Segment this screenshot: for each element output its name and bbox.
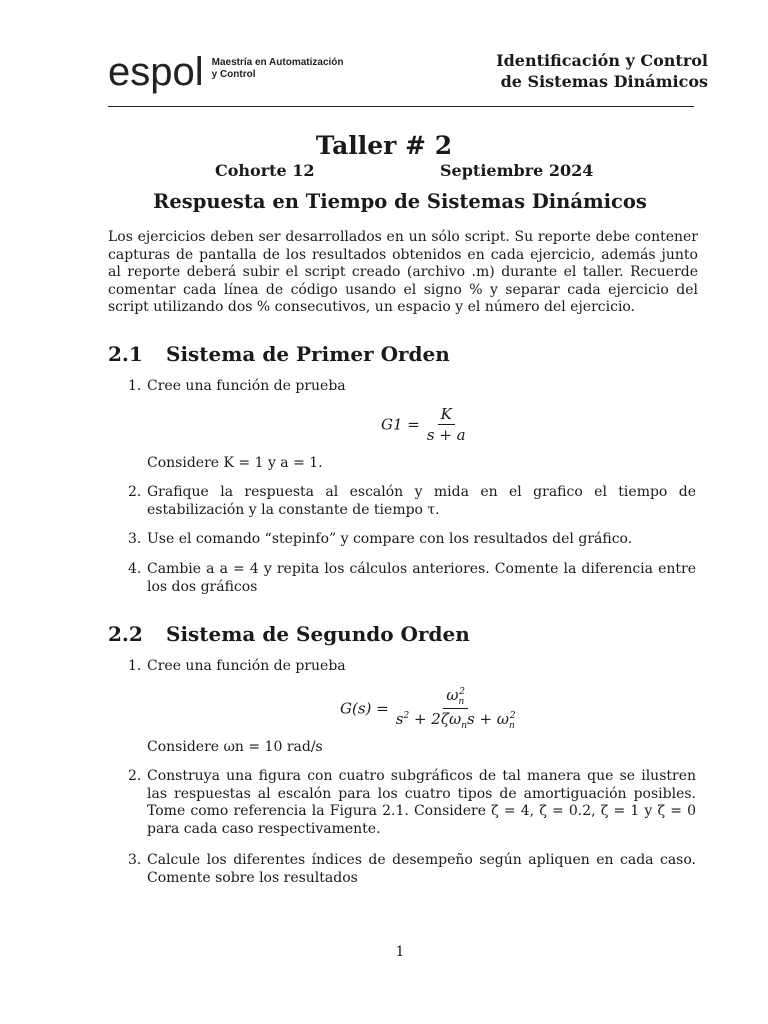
consider-note: Considere ωn = 10 rad/s — [147, 739, 323, 755]
list-item: 2. Construya una figura con cuatro subgráficos de tal manera que se ilustren las respuestas al escalón para los cuatro tipos de amortiguación posibles. Tome como referencia la Figura 2.1. Considere ζ = 4, ζ = 0.2, ζ = 1 y ζ = 0 para cada caso respectivamente. — [128, 768, 696, 837]
equation-numerator: K — [438, 405, 455, 425]
course-title-line2: de Sistemas Dinámicos — [500, 72, 708, 91]
page-number: 1 — [395, 944, 405, 960]
equation-numerator: $\omega_n^2$ — [443, 686, 468, 709]
list-item: 2. Grafique la respuesta al escalón y mida en el grafico el tiempo de estabilización y la constante de tiempo τ. — [128, 484, 696, 518]
section-number: 2.2 — [108, 622, 143, 646]
equation-denominator: $s^2 + 2\zeta\omega_ns + \omega_n^2$ — [395, 710, 516, 731]
date-label: Septiembre 2024 — [440, 161, 594, 180]
logo-wordmark: espol — [108, 50, 204, 94]
list-item: 1. Cree una función de prueba — [128, 378, 346, 394]
cohorte-label: Cohorte 12 — [215, 161, 315, 180]
list-item: 3. Calcule los diferentes índices de desempeño según apliquen en cada caso. Comente sobre los resultados — [128, 852, 696, 886]
espol-logo — [108, 52, 344, 92]
section-heading-2-2 — [108, 622, 470, 646]
list-item: 1. Cree una función de prueba — [128, 658, 346, 674]
course-title-line1: Identificación y Control — [496, 51, 708, 70]
equation-lhs: G(s) = — [340, 699, 389, 718]
section-number: 2.1 — [108, 342, 143, 366]
logo-subtitle-line1: Maestría en Automatización — [211, 57, 344, 68]
section-title: Sistema de Primer Orden — [166, 342, 450, 366]
section-title: Sistema de Segundo Orden — [166, 622, 470, 646]
section-heading-2-1 — [108, 342, 450, 366]
equation-denominator: s + a — [426, 426, 466, 444]
logo-subtitle-line2: y Control — [211, 69, 256, 80]
equation-fraction — [424, 405, 469, 444]
equation-first-order — [381, 405, 469, 444]
header-rule — [108, 106, 694, 107]
list-item: 3. Use el comando “stepinfo” y compare con los resultados del gráfico. — [128, 531, 633, 547]
intro-paragraph: Los ejercicios deben ser desarrollados en un sólo script. Su reporte debe contener capturas de pantalla de los resultados obtenidos en cada ejercicio, además junto al reporte deberá subir el script creado (archivo .m) durante el taller. Recuerde comentar cada línea de código usando el signo % y separar cada ejercicio del script utilizando dos % consecutivos, un espacio y el número del ejercicio. — [108, 229, 698, 316]
consider-note: Considere K = 1 y a = 1. — [147, 455, 323, 471]
equation-second-order — [340, 686, 519, 731]
document-subtitle: Respuesta en Tiempo de Sistemas Dinámicos — [153, 190, 647, 213]
page-title: Taller # 2 — [315, 131, 453, 160]
logo-subtitle — [212, 57, 344, 81]
equation-lhs: G1 = — [381, 415, 420, 434]
course-title — [496, 50, 708, 92]
equation-fraction — [393, 686, 519, 731]
list-item: 4. Cambie a a = 4 y repita los cálculos anteriores. Comente la diferencia entre los dos gráficos — [128, 561, 696, 595]
